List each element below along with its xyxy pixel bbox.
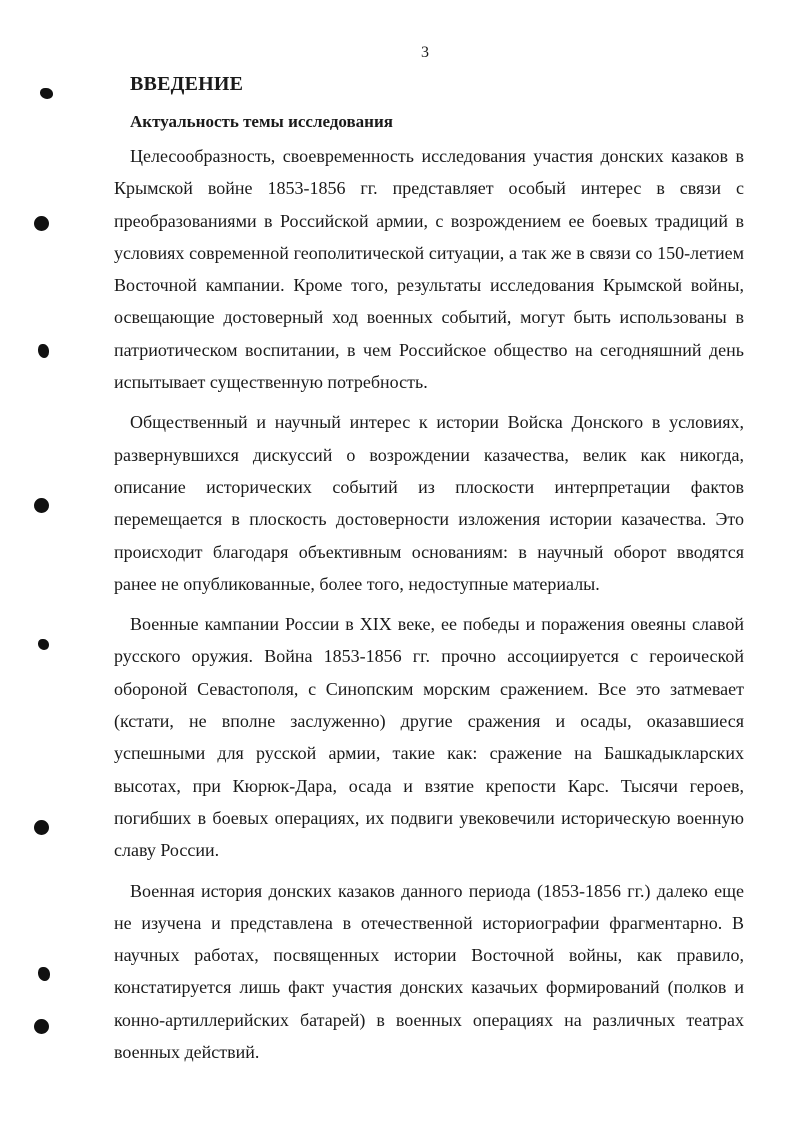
binding-hole-mark bbox=[40, 88, 53, 99]
binding-hole-mark bbox=[34, 820, 49, 835]
subsection-heading: Актуальность темы исследования bbox=[130, 112, 393, 131]
binding-hole-mark bbox=[34, 216, 49, 231]
body-text bbox=[114, 140, 744, 1076]
binding-hole-mark bbox=[34, 498, 49, 513]
page-number: 3 bbox=[421, 44, 429, 61]
paragraph: Военные кампании России в XIX веке, ее победы и поражения овеяны славой русского оружия. Война 1853-1856 гг. прочно ассоциируется с героической обороной Севастополя, с Синопским морским сражением. Все это затмевает (кстати, не вполне заслуженно) другие сражения и осады, оказавшиеся успешными для русской армии, такие как: сражение на Башкадыкларских высотах, при Кюрюк-Дара, осада и взятие крепости Карс. Тысячи героев, погибших в боевых операциях, их подвиги увековечили историческую военную славу России. bbox=[114, 614, 744, 861]
paragraph: Общественный и научный интерес к истории Войска Донского в условиях, развернувшихся дискуссий о возрождении казачества, велик как никогда, описание исторических событий из плоскости интерпретации фактов перемещается в плоскость достоверности изложения истории казачества. Это происходит благодаря объективным основаниям: в научный оборот вводятся ранее не опубликованные, более того, недоступные материалы. bbox=[114, 412, 744, 594]
paragraph: Целесообразность, своевременность исследования участия донских казаков в Крымской войне 1853-1856 гг. представляет особый интерес в связи с преобразованиями в Российской армии, с возрождением ее боевых традиций в условиях современной геополитической ситуации, а так же в связи со 150-летием Восточной кампании. Кроме того, результаты исследования Крымской войны, освещающие достоверный ход военных событий, могут быть использованы в патриотическом воспитании, в чем Российское общество на сегодняшний день испытывает существенную потребность. bbox=[114, 146, 744, 393]
binding-hole-mark bbox=[38, 639, 49, 650]
paragraph: Военная история донских казаков данного периода (1853-1856 гг.) далеко еще не изучена и представлена в отечественной историографии фрагментарно. В научных работах, посвященных истории Восточной войны, как правило, констатируется лишь факт участия донских казачьих формирований (полков и конно-артиллерийских батарей) в военных операциях на различных театрах военных действий. bbox=[114, 880, 744, 1063]
binding-hole-mark bbox=[38, 967, 50, 981]
section-heading: ВВЕДЕНИЕ bbox=[130, 73, 244, 95]
binding-hole-mark bbox=[34, 1019, 49, 1034]
binding-hole-mark bbox=[38, 344, 49, 358]
